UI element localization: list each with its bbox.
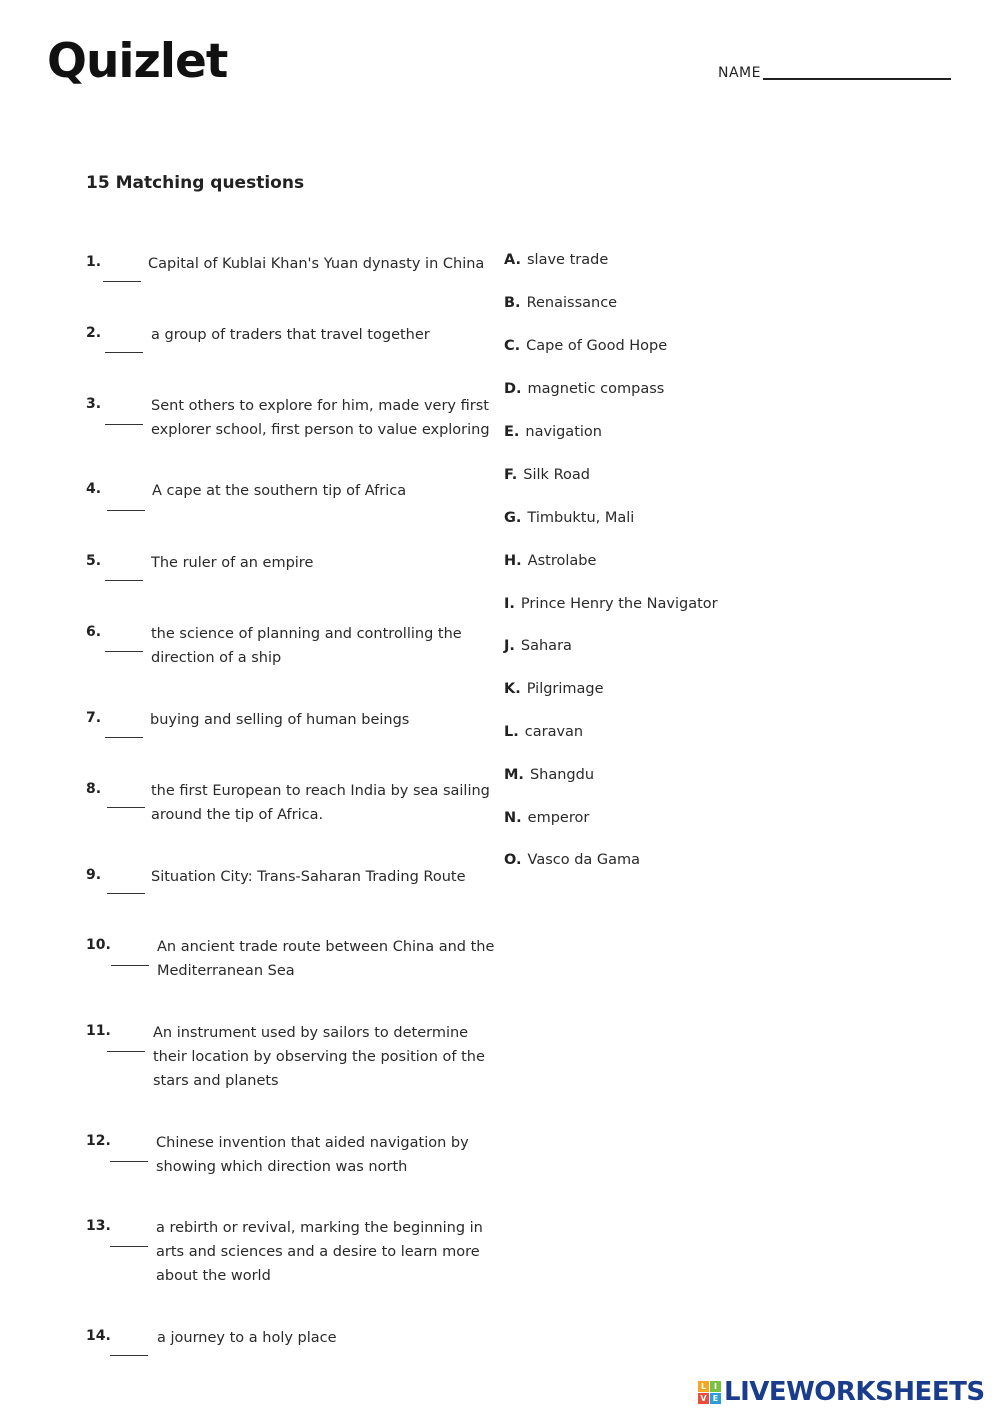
answer-letter: I. <box>504 596 515 612</box>
answer-option <box>504 810 589 826</box>
answer-blank[interactable] <box>110 1246 148 1247</box>
question-text: The ruler of an empire <box>151 555 314 571</box>
answer-text: Pilgrimage <box>526 681 604 697</box>
question-number: 3. <box>86 396 102 412</box>
question-text: buying and selling of human beings <box>150 712 410 728</box>
question-text: Situation City: Trans-Saharan Trading Route <box>151 869 466 885</box>
mark-letter: L <box>698 1381 709 1392</box>
question-number: 8. <box>86 781 102 797</box>
question-text: the science of planning and controlling the direction of a ship <box>151 626 462 666</box>
answer-letter: O. <box>504 852 522 868</box>
answer-blank[interactable] <box>105 580 143 581</box>
question-number: 13. <box>86 1218 111 1234</box>
question-number: 6. <box>86 624 102 640</box>
answer-text: Vasco da Gama <box>527 852 641 868</box>
name-line[interactable] <box>763 64 951 80</box>
answer-text: magnetic compass <box>527 381 665 397</box>
question-text: An instrument used by sailors to determine their location by observing the position of the stars and planets <box>153 1025 485 1089</box>
answer-option <box>504 638 572 654</box>
answer-text: caravan <box>524 724 584 740</box>
question-number: 11. <box>86 1023 111 1039</box>
answer-text: Renaissance <box>526 295 618 311</box>
question-text: the first European to reach India by sea sailing around the tip of Africa. <box>151 783 490 823</box>
answer-blank[interactable] <box>103 281 141 282</box>
answer-option <box>504 295 617 311</box>
answer-blank[interactable] <box>107 510 145 511</box>
answer-option <box>504 596 718 612</box>
answer-letter: C. <box>504 338 521 354</box>
answer-text: Sahara <box>520 638 572 654</box>
answer-letter: A. <box>504 252 521 268</box>
question-text: An ancient trade route between China and the Mediterranean Sea <box>157 939 495 979</box>
liveworksheets-logo <box>698 1379 985 1405</box>
answer-text: Shangdu <box>529 767 595 783</box>
liveworksheets-brand: LIVEWORKSHEETS <box>724 1377 985 1407</box>
question-number: 4. <box>86 481 102 497</box>
answer-blank[interactable] <box>107 1051 145 1052</box>
question-text: a group of traders that travel together <box>151 327 430 343</box>
question-number: 5. <box>86 553 102 569</box>
answer-text: Astrolabe <box>527 553 597 569</box>
question-text: A cape at the southern tip of Africa <box>152 483 407 499</box>
answer-option <box>504 767 594 783</box>
answer-option <box>504 467 590 483</box>
question-text: a journey to a holy place <box>157 1330 337 1346</box>
answer-blank[interactable] <box>105 737 143 738</box>
answer-blank[interactable] <box>105 651 143 652</box>
answer-option <box>504 381 664 397</box>
question-number: 2. <box>86 325 102 341</box>
answer-text: Prince Henry the Navigator <box>520 596 718 612</box>
question-number: 14. <box>86 1328 111 1344</box>
answer-option <box>504 681 604 697</box>
answer-blank[interactable] <box>107 807 145 808</box>
answer-text: Silk Road <box>523 467 590 483</box>
answer-letter: J. <box>504 638 515 654</box>
answer-option <box>504 724 583 740</box>
answer-letter: B. <box>504 295 521 311</box>
mark-letter: I <box>710 1381 721 1392</box>
mark-letter: V <box>698 1393 709 1404</box>
question-text: a rebirth or revival, marking the beginning in arts and sciences and a desire to learn more about the world <box>156 1220 483 1284</box>
answer-option <box>504 553 596 569</box>
answer-text: emperor <box>527 810 590 826</box>
question-number: 7. <box>86 710 102 726</box>
answer-blank[interactable] <box>111 965 149 966</box>
answer-letter: E. <box>504 424 520 440</box>
answer-text: slave trade <box>527 252 609 268</box>
question-text: Chinese invention that aided navigation by showing which direction was north <box>156 1135 469 1175</box>
question-number: 1. <box>86 254 102 270</box>
question-number: 9. <box>86 867 102 883</box>
answer-blank[interactable] <box>107 893 145 894</box>
name-field-group <box>718 64 951 80</box>
answer-option <box>504 338 667 354</box>
answer-blank[interactable] <box>110 1161 148 1162</box>
answer-option <box>504 852 640 868</box>
answer-letter: M. <box>504 767 524 783</box>
answer-option <box>504 252 608 268</box>
question-text: Sent others to explore for him, made very first explorer school, first person to value exploring <box>151 398 490 438</box>
liveworksheets-mark-icon <box>698 1381 721 1404</box>
answer-text: navigation <box>525 424 602 440</box>
answer-letter: D. <box>504 381 522 397</box>
answer-text: Cape of Good Hope <box>526 338 668 354</box>
question-number: 10. <box>86 937 111 953</box>
answer-letter: H. <box>504 553 522 569</box>
name-label: NAME <box>718 65 761 81</box>
answer-option <box>504 510 634 526</box>
answer-letter: K. <box>504 681 521 697</box>
answer-blank[interactable] <box>110 1355 148 1356</box>
answer-text: Timbuktu, Mali <box>527 510 635 526</box>
mark-letter: E <box>710 1393 721 1404</box>
answer-blank[interactable] <box>105 352 143 353</box>
quizlet-logo: Quizlet <box>47 34 228 89</box>
answer-option <box>504 424 602 440</box>
question-number: 12. <box>86 1133 111 1149</box>
answer-letter: G. <box>504 510 522 526</box>
answer-blank[interactable] <box>105 424 143 425</box>
answer-letter: F. <box>504 467 518 483</box>
section-title: 15 Matching questions <box>86 173 305 193</box>
answer-letter: N. <box>504 810 522 826</box>
question-text: Capital of Kublai Khan's Yuan dynasty in China <box>148 256 485 272</box>
answer-letter: L. <box>504 724 519 740</box>
